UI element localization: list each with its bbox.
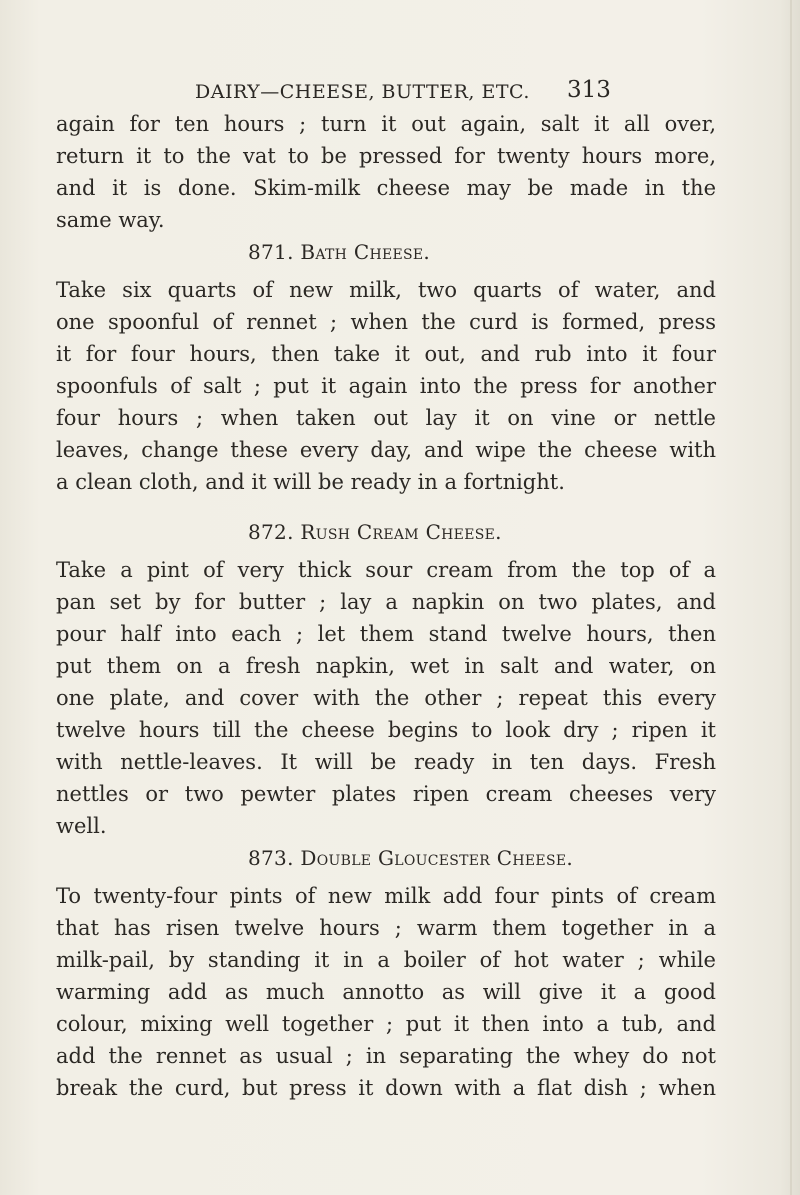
page-edge: [790, 0, 792, 1195]
text-line: well.: [56, 814, 107, 838]
text-line: Take six quarts of new milk, two quarts of water, and: [56, 278, 716, 302]
text-line: spoonfuls of salt ; put it again into the press for another: [56, 374, 716, 398]
text-line: break the curd, but press it down with a flat dish ; when: [56, 1076, 716, 1100]
recipe-873: [56, 842, 716, 1104]
continuation-paragraph: [56, 108, 716, 236]
text-line: colour, mixing well together ; put it then into a tub, and: [56, 1012, 716, 1036]
text-line: it for four hours, then take it out, and rub into it four: [56, 342, 716, 366]
text-line: with nettle-leaves. It will be ready in ten days. Fresh: [56, 750, 716, 774]
text-line: add the rennet as usual ; in separating the whey do not: [56, 1044, 716, 1068]
text-line: pour half into each ; let them stand twelve hours, then: [56, 622, 716, 646]
running-head: DAIRY—CHEESE, BUTTER, ETC.: [195, 81, 530, 103]
page-header: [0, 77, 800, 107]
text-line: that has risen twelve hours ; warm them together in a: [56, 916, 716, 940]
text-line: again for ten hours ; turn it out again, salt it all over,: [56, 112, 716, 136]
recipe-871: [56, 236, 716, 498]
text-line: milk-pail, by standing it in a boiler of hot water ; while: [56, 948, 716, 972]
page-body: [56, 108, 716, 1104]
text-line: leaves, change these every day, and wipe the cheese with: [56, 438, 716, 462]
text-line: four hours ; when taken out lay it on vine or nettle: [56, 406, 716, 430]
text-line: put them on a fresh napkin, wet in salt and water, on: [56, 654, 716, 678]
text-line: one spoonful of rennet ; when the curd is formed, press: [56, 310, 716, 334]
recipe-872: [56, 516, 716, 842]
recipe-heading: 871. Bath Cheese.: [248, 240, 431, 264]
text-line: a clean cloth, and it will be ready in a fortnight.: [56, 470, 565, 494]
text-line: nettles or two pewter plates ripen cream cheeses very: [56, 782, 716, 806]
text-line: return it to the vat to be pressed for twenty hours more,: [56, 144, 716, 168]
text-line: warming add as much annotto as will give it a good: [56, 980, 716, 1004]
page-number: 313: [567, 77, 611, 103]
text-line: and it is done. Skim-milk cheese may be made in the: [56, 176, 716, 200]
text-line: pan set by for butter ; lay a napkin on two plates, and: [56, 590, 716, 614]
recipe-heading: 872. Rush Cream Cheese.: [248, 520, 502, 544]
text-line: Take a pint of very thick sour cream from the top of a: [56, 558, 716, 582]
text-line: To twenty-four pints of new milk add four pints of cream: [56, 884, 716, 908]
recipe-heading: 873. Double Gloucester Cheese.: [248, 846, 574, 870]
text-line: one plate, and cover with the other ; repeat this every: [56, 686, 716, 710]
text-line: twelve hours till the cheese begins to look dry ; ripen it: [56, 718, 716, 742]
text-line: same way.: [56, 208, 165, 232]
